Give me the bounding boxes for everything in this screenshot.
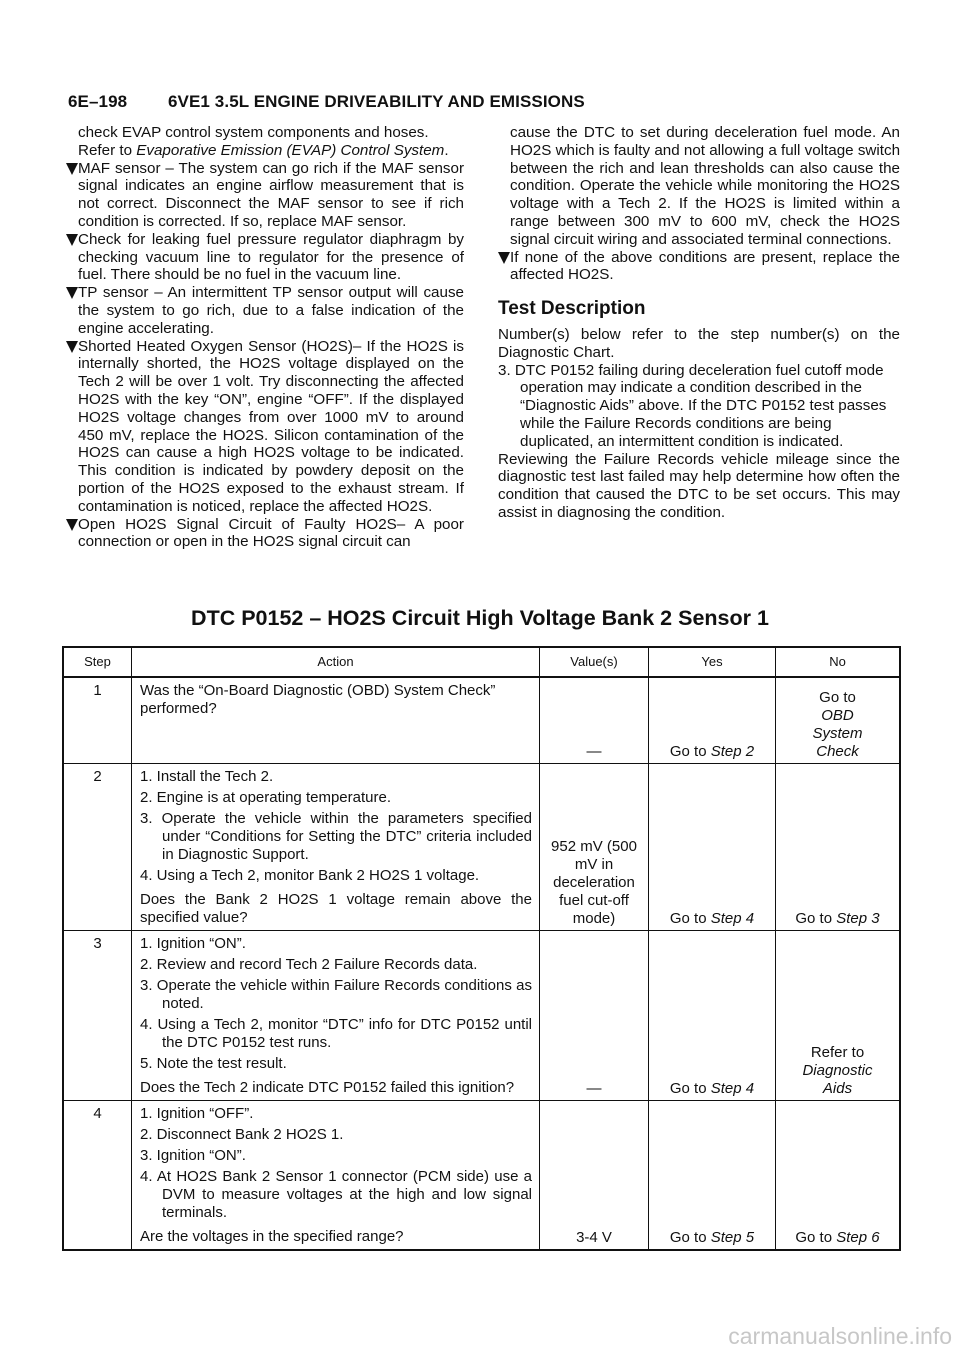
yes-link[interactable]: Step 4 <box>710 1079 755 1097</box>
action-item: 4. At HO2S Bank 2 Sensor 1 connector (PCM side) use a DVM to measure voltages at the high and low signal terminals. <box>140 1167 532 1221</box>
action-question: Was the “On-Board Diagnostic (OBD) System Check” performed? <box>140 682 496 717</box>
table-row <box>63 1100 900 1250</box>
yes-prefix: Go to <box>669 1228 711 1246</box>
reference-prefix: Refer to <box>78 141 137 159</box>
bullet-text: Check for leaking fuel pressure regulator diaphragm by checking vacuum line to regulator for the presence of fuel. There should be no fuel in the vacuum line. <box>78 230 464 284</box>
step-number: 2 <box>63 763 132 930</box>
step-number: 4 <box>63 1100 132 1250</box>
watermark: carmanualsonline.info <box>728 1323 952 1349</box>
action-item: 3. Operate the vehicle within the parameters specified under “Conditions for Setting the DTC” criteria included in Diagnostic Support. <box>140 809 532 863</box>
column-header-no: No <box>776 647 901 677</box>
value-cell: — <box>540 930 649 1100</box>
column-header-values: Value(s) <box>540 647 649 677</box>
value-cell: 952 mV (500 mV in deceleration fuel cut-off mode) <box>540 763 649 930</box>
left-column <box>66 124 464 551</box>
table-row <box>63 763 900 930</box>
no-link[interactable]: Diagnostic Aids <box>802 1061 873 1097</box>
no-prefix: Go to <box>795 1228 837 1246</box>
triangle-bullet-icon <box>66 287 78 299</box>
no-link[interactable]: OBD System Check <box>812 706 863 760</box>
intro-line <box>66 124 464 142</box>
page-title: 6VE1 3.5L ENGINE DRIVEABILITY AND EMISSIONS <box>168 92 585 111</box>
test-description-intro: Number(s) below refer to the step number(s) on the Diagnostic Chart. <box>498 325 900 361</box>
yes-link[interactable]: Step 4 <box>710 909 755 927</box>
test-description-item: 3. DTC P0152 failing during deceleration fuel cutoff mode operation may indicate a condition described in the “Diagnostic Aids” above. If the DTC P0152 test passes while the Failure Records conditions are being duplicated, an intermittent condition is indicated. <box>498 361 887 450</box>
no-cell <box>776 1100 901 1250</box>
reference-link[interactable]: Evaporative Emission (EVAP) Control System <box>136 141 445 159</box>
action-item: 4. Using a Tech 2, monitor Bank 2 HO2S 1 voltage. <box>140 866 480 884</box>
action-item: 2. Disconnect Bank 2 HO2S 1. <box>140 1125 344 1143</box>
action-item: 1. Install the Tech 2. <box>140 767 274 785</box>
bullet-item <box>66 516 464 552</box>
action-cell <box>132 1100 540 1250</box>
no-cell <box>776 677 901 763</box>
step-number: 1 <box>63 677 132 763</box>
action-cell <box>132 930 540 1100</box>
dtc-chart-title: DTC P0152 – HO2S Circuit High Voltage Bank 2 Sensor 1 <box>191 606 769 630</box>
table-header-row <box>63 647 900 677</box>
intro-text: check EVAP control system components and hoses. <box>78 124 429 141</box>
bullet-item <box>66 284 464 337</box>
bullet-text: TP sensor – An intermittent TP sensor output will cause the system to go rich, due to a false indication of the engine accelerating. <box>78 284 464 337</box>
bullet-text: Shorted Heated Oxygen Sensor (HO2S)– If the HO2S is internally shorted, the HO2S voltage displayed on the Tech 2 will be over 1 volt. Try disconnecting the affected HO2S with the key “ON”, engine “OFF”. If the displayed HO2S voltage changes from over 1000 mV to around 450 mV, replace the HO2S. Silicon contamination of the HO2S can cause a high HO2S voltage to be indicated. This condition is indicated by powdery deposit on the portion of the HO2S exposed to the exhaust stream. If contamination is noticed, replace the affected HO2S. <box>78 337 464 515</box>
triangle-bullet-icon <box>498 252 510 264</box>
action-question: Does the Tech 2 indicate DTC P0152 failed this ignition? <box>140 1078 515 1096</box>
right-column <box>498 124 900 522</box>
yes-prefix: Go to <box>669 909 711 927</box>
action-item: 3. Operate the vehicle within Failure Records conditions as noted. <box>140 976 532 1012</box>
yes-cell <box>649 930 776 1100</box>
intro-reference <box>66 142 464 160</box>
action-cell <box>132 677 540 763</box>
no-link[interactable]: Step 6 <box>836 1228 880 1246</box>
no-cell <box>776 763 901 930</box>
table-row <box>63 677 900 763</box>
continuation-paragraph: cause the DTC to set during deceleration fuel mode. An HO2S which is faulty and not allowing a full voltage switch between the rich and lean thresholds can also cause the condition. Operate the vehicle while monitoring the HO2S voltage with a Tech 2. If the HO2S is limited within a range between 300 mV to 600 mV, check the HO2S signal circuit wiring and associated terminal connections. <box>510 124 901 248</box>
closing-paragraph: Reviewing the Failure Records vehicle mileage since the diagnostic test last failed may help determine how often the condition that caused the DTC to be set occurs. This may assist in diagnosing the condition. <box>498 450 900 521</box>
no-cell <box>776 930 901 1100</box>
section-heading: Test Description <box>498 298 646 320</box>
action-item: 4. Using a Tech 2, monitor “DTC” info for DTC P0152 until the DTC P0152 test runs. <box>140 1015 532 1051</box>
no-link[interactable]: Step 3 <box>836 909 880 927</box>
value-cell: 3-4 V <box>540 1100 649 1250</box>
yes-cell <box>649 677 776 763</box>
yes-cell <box>649 763 776 930</box>
value-cell: — <box>540 677 649 763</box>
bullet-text: Open HO2S Signal Circuit of Faulty HO2S– A poor connection or open in the HO2S signal circuit can <box>78 515 464 551</box>
action-item: 1. Ignition “ON”. <box>140 934 246 952</box>
action-item: 5. Note the test result. <box>140 1054 287 1072</box>
action-item: 2. Review and record Tech 2 Failure Records data. <box>140 955 478 973</box>
bullet-item <box>66 338 464 516</box>
diagnostic-table <box>62 646 901 1251</box>
column-header-action: Action <box>132 647 540 677</box>
yes-link[interactable]: Step 2 <box>710 742 755 760</box>
triangle-bullet-icon <box>66 163 78 175</box>
action-question: Are the voltages in the specified range? <box>140 1227 404 1245</box>
action-item: 2. Engine is at operating temperature. <box>140 788 391 806</box>
step-number: 3 <box>63 930 132 1100</box>
action-item: 1. Ignition “OFF”. <box>140 1104 254 1122</box>
triangle-bullet-icon <box>66 341 78 353</box>
no-prefix: Refer to <box>810 1043 865 1061</box>
column-header-step: Step <box>63 647 132 677</box>
triangle-bullet-icon <box>66 234 78 246</box>
yes-link[interactable]: Step 5 <box>710 1228 755 1246</box>
triangle-bullet-icon <box>66 519 78 531</box>
reference-suffix: . <box>444 141 449 159</box>
action-item: 3. Ignition “ON”. <box>140 1146 246 1164</box>
bullet-text: If none of the above conditions are present, replace the affected HO2S. <box>510 248 900 284</box>
table-row <box>63 930 900 1100</box>
action-question: Does the Bank 2 HO2S 1 voltage remain above the specified value? <box>140 890 532 926</box>
yes-prefix: Go to <box>669 1079 711 1097</box>
bullet-text: MAF sensor – The system can go rich if the MAF sensor signal indicates an engine airflow measurement that is not correct. Disconnect the MAF sensor to see if rich condition is corrected. If so, replace MAF sensor. <box>78 159 464 230</box>
no-prefix: Go to <box>819 688 856 706</box>
bullet-item <box>66 231 464 284</box>
page-number: 6E–198 <box>68 92 128 111</box>
yes-prefix: Go to <box>669 742 711 760</box>
bullet-item <box>66 160 464 231</box>
bullet-item <box>498 249 900 285</box>
column-header-yes: Yes <box>649 647 776 677</box>
no-prefix: Go to <box>795 909 837 927</box>
yes-cell <box>649 1100 776 1250</box>
action-cell <box>132 763 540 930</box>
